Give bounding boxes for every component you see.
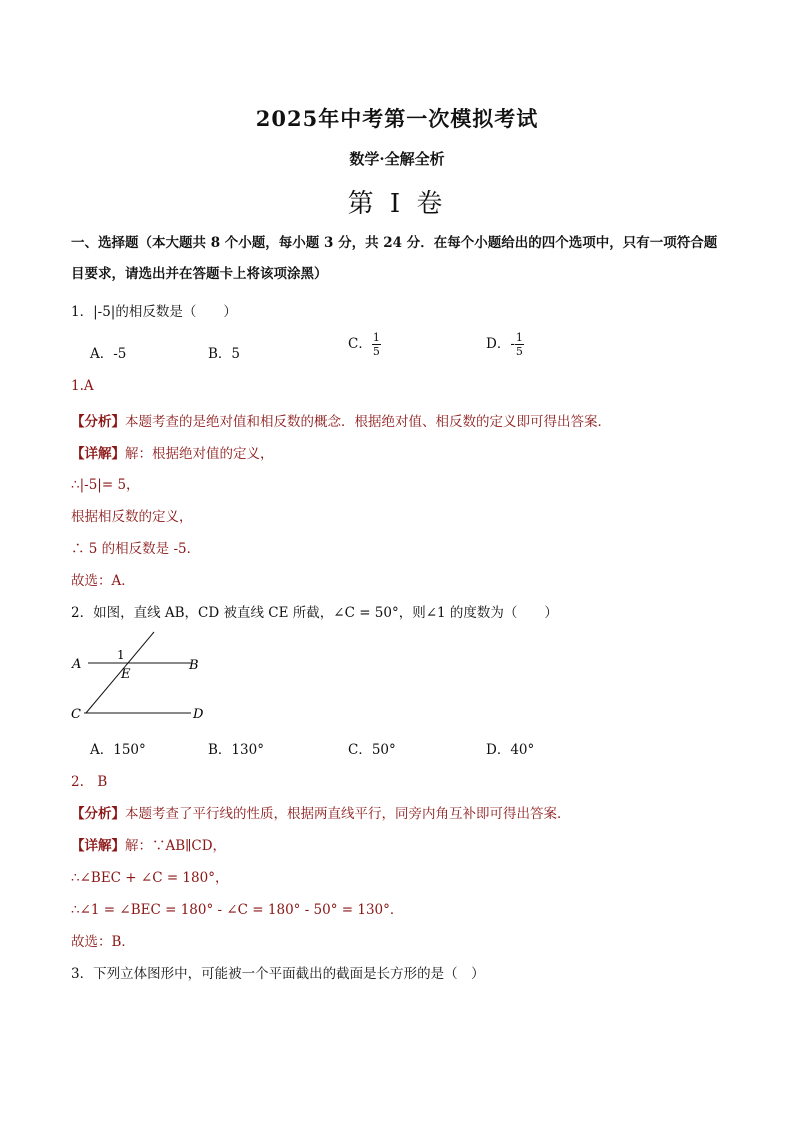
q1-analysis-tag: 【分析】 [71, 414, 125, 430]
page-title: 2025年中考第一次模拟考试 [255, 106, 539, 131]
q1-option-c [348, 331, 381, 358]
q2-step-2: ∴∠1 = ∠BEC = 180° - ∠C = 180° - 50° = 130°． [71, 902, 404, 918]
section-instruction-line2: 目要求，请选出并在答题卡上将该项涂黑） [71, 266, 328, 282]
q1-option-d-numerator: 1 [515, 331, 523, 344]
q1-option-c-denominator: 5 [372, 345, 380, 358]
q2-answer: 2. B [71, 774, 108, 790]
q2-figure [66, 628, 226, 728]
q2-analysis-text: 本题考查了平行线的性质，根据两直线平行，同旁内角互补即可得出答案． [125, 806, 571, 822]
q1-option-d-fraction [515, 331, 524, 358]
q1-detail [71, 442, 274, 462]
q1-step-3: ∴ 5 的相反数是 -5． [71, 541, 201, 557]
q1-detail-tag: 【详解】 [71, 446, 125, 462]
q3-stem: 3．下列立体图形中，可能被一个平面截出的截面是长方形的是（ ） [71, 966, 485, 982]
line-ce [86, 632, 154, 713]
q1-abs-expression: |-5| [93, 304, 116, 320]
q1-option-a: A．-5 [90, 346, 127, 362]
label-a: A [72, 657, 82, 672]
q2-option-d: D．40° [486, 742, 535, 758]
q1-option-d [486, 331, 524, 358]
label-b: B [189, 658, 199, 673]
q1-option-c-fraction [372, 331, 381, 358]
page-subtitle: 数学·全解全析 [349, 150, 445, 168]
q2-detail-text: 解：∵AB∥CD， [125, 838, 227, 854]
q1-option-d-label: D．- [486, 336, 515, 352]
q1-option-c-label: C． [348, 336, 372, 352]
q2-analysis-tag: 【分析】 [71, 806, 125, 822]
label-e: E [121, 667, 131, 682]
q1-stem [71, 300, 237, 320]
q1-analysis [71, 410, 611, 430]
q2-analysis [71, 802, 571, 822]
label-d: D [193, 707, 204, 722]
section-instruction-line1: 一、选择题（本大题共 8 个小题，每小题 3 分，共 24 分．在每个小题给出的四个选项中，只有一项符合题 [71, 235, 718, 251]
q2-option-b: B．130° [208, 742, 264, 758]
q1-option-c-numerator: 1 [372, 331, 380, 344]
volume-heading: 第 I 卷 [347, 189, 447, 219]
q2-step-1: ∴∠BEC + ∠C = 180°， [71, 870, 229, 886]
q2-option-c: C．50° [348, 742, 396, 758]
label-angle-1: 1 [117, 648, 125, 662]
q1-step-1: ∴|-5|= 5， [71, 477, 140, 493]
q1-step-2: 根据相反数的定义， [71, 509, 193, 525]
q1-detail-text: 解：根据绝对值的定义， [125, 446, 274, 462]
q1-choice: 故选：A． [71, 573, 135, 589]
q1-analysis-text: 本题考查的是绝对值和相反数的概念．根据绝对值、相反数的定义即可得出答案． [125, 414, 611, 430]
q2-detail [71, 834, 226, 854]
q1-number: 1． [71, 304, 94, 320]
q2-choice: 故选：B． [71, 934, 135, 950]
q2-stem: 2．如图，直线 AB，CD 被直线 CE 所截，∠C = 50°，则∠1 的度数为（ ） [71, 605, 558, 621]
q1-option-b: B．5 [208, 346, 241, 362]
label-c: C [71, 707, 81, 722]
q1-answer: 1.A [71, 378, 94, 394]
q2-detail-tag: 【详解】 [71, 838, 125, 854]
q1-stem-text: 的相反数是（ ） [115, 304, 237, 320]
q2-option-a: A．150° [90, 742, 146, 758]
q1-option-d-denominator: 5 [515, 345, 523, 358]
